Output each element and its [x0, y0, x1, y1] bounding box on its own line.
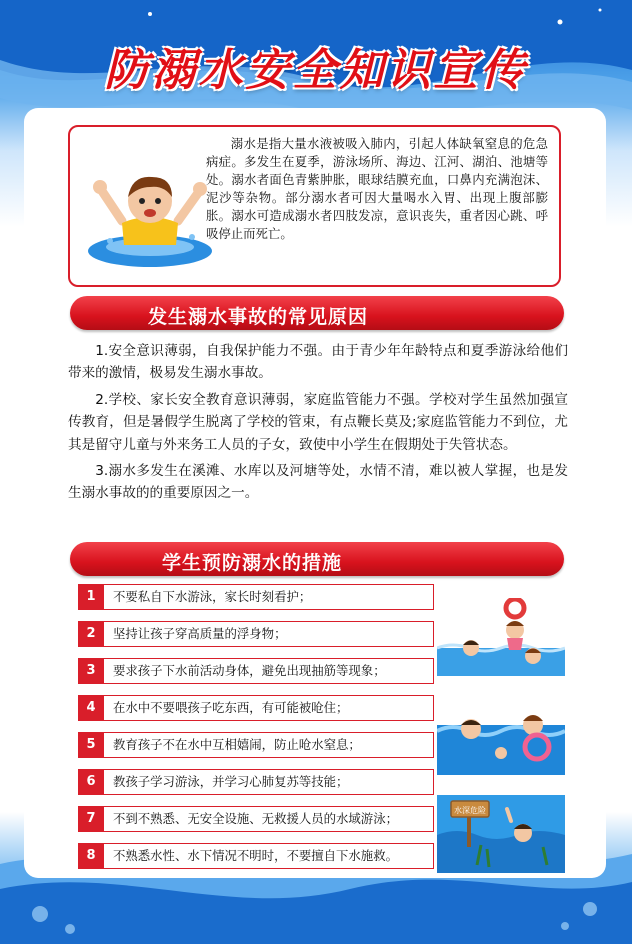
measure-number: 8 [78, 843, 104, 869]
causes-heading-banner [70, 296, 564, 330]
measure-item [78, 732, 434, 758]
measure-item [78, 621, 434, 647]
cause-paragraph: 3.溺水多发生在溪滩、水库以及河塘等处，水情不清，难以被人掌握，也是发生溺水事故的的重要原因之一。 [68, 463, 568, 502]
measure-item [78, 658, 434, 684]
measure-item [78, 584, 434, 610]
measure-text: 在水中不要喂孩子吃东西，有可能被呛住； [113, 700, 349, 715]
drowning-child-icon [80, 151, 220, 271]
measure-item [78, 806, 434, 832]
measure-text: 教孩子学习游泳，并学习心肺复苏等技能； [113, 774, 349, 789]
measure-number: 1 [78, 584, 104, 610]
cause-paragraph: 2.学校、家长安全教育意识薄弱，家庭监管能力不强。学校对学生虽然加强宣传教育，但是暑假学生脱离了学校的管束，有点鞭长莫及;家庭监管能力不到位，尤其是留守儿童与外来务工人员的子女，致使中小学生在假期处于失管状态。 [68, 391, 568, 453]
intro-text: 溺水是指大量水液被吸入肺内，引起人体缺氧窒息的危急病症。多发生在夏季，游泳场所、海边、江河、湖泊、池塘等处。溺水者面色青紫肿胀，眼球结膜充血，口鼻内充满泡沫、泥沙等杂物。部分溺水者可因大量喝水入胃、出现上腹部膨胀。溺水可造成溺水者四肢发凉，意识丧失，重者因心跳、呼吸停止而死亡。 [206, 136, 548, 241]
causes-section [68, 340, 568, 509]
measure-text: 不要私自下水游泳，家长时刻看护； [113, 589, 312, 604]
measure-text: 要求孩子下水前活动身体，避免出现抽筋等现象； [113, 663, 386, 678]
intro-box [68, 125, 561, 287]
children-swimming-lifebuoy-icon [437, 598, 565, 676]
warning-sign-text: 水深危险 [454, 806, 486, 815]
measure-text: 坚持让孩子穿高质量的浮身物； [113, 626, 287, 641]
cause-paragraph: 1.安全意识薄弱，自我保护能力不强。由于青少年年龄特点和夏季游泳给他们带来的激情，极易发生溺水事故。 [68, 343, 568, 382]
measures-list [78, 584, 434, 880]
page-title: 防溺水安全知识宣传 [104, 45, 528, 96]
measure-item [78, 695, 434, 721]
drowning-warning-sign-icon [437, 795, 565, 873]
measure-item [78, 843, 434, 869]
measure-number: 6 [78, 769, 104, 795]
measure-text: 教育孩子不在水中互相嬉闹，防止呛水窒息； [113, 737, 361, 752]
measure-number: 7 [78, 806, 104, 832]
children-playing-in-pool-icon [437, 697, 565, 775]
causes-heading: 发生溺水事故的常见原因 [148, 306, 369, 328]
measure-number: 4 [78, 695, 104, 721]
measure-text: 不熟悉水性、水下情况不明时，不要擅自下水施救。 [113, 848, 398, 863]
measures-heading: 学生预防溺水的措施 [162, 552, 343, 574]
measure-text: 不到不熟悉、无安全设施、无救援人员的水域游泳； [113, 811, 398, 826]
measure-number: 2 [78, 621, 104, 647]
measure-item [78, 769, 434, 795]
measure-number: 5 [78, 732, 104, 758]
measures-heading-banner [70, 542, 564, 576]
measure-number: 3 [78, 658, 104, 684]
